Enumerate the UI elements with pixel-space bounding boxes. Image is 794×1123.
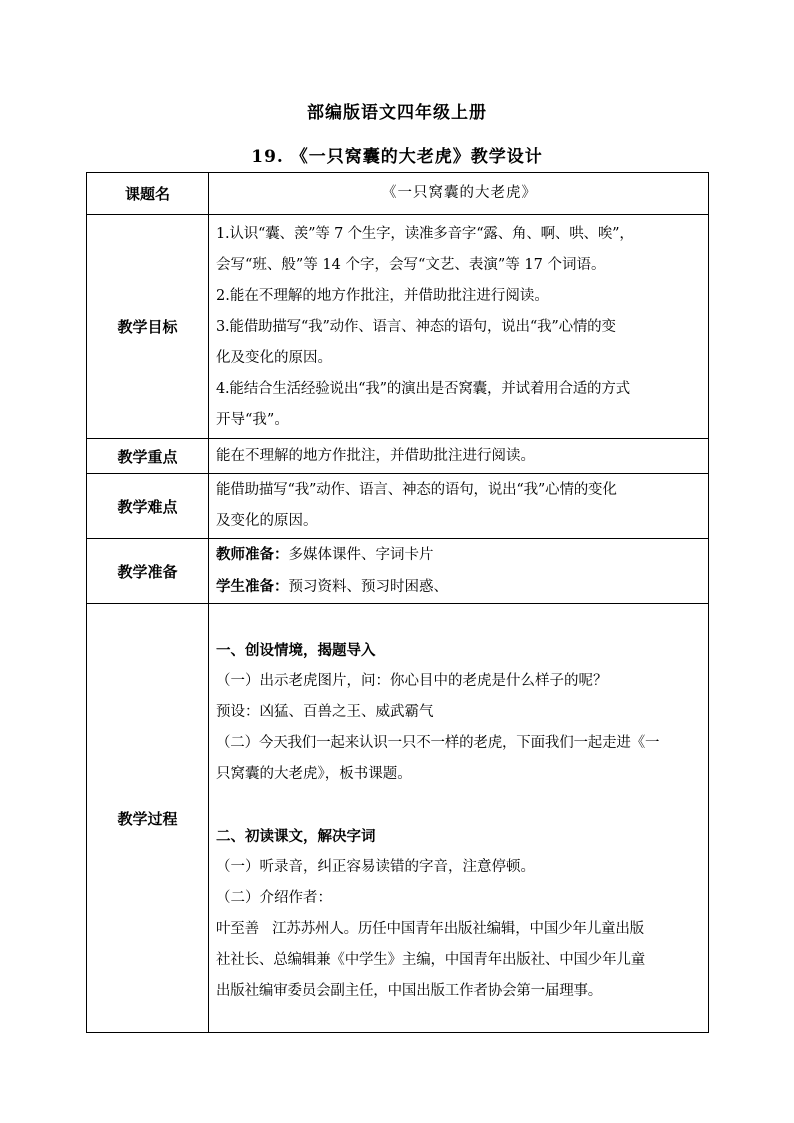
- process-line: 叶至善 江苏苏州人。历任中国青年出版社编辑，中国少年儿童出版: [216, 921, 644, 937]
- objective-line: 2.能在不理解的地方作批注，并借助批注进行阅读。: [216, 288, 549, 304]
- topic-value: 《一只窝囊的大老虎》: [209, 173, 709, 215]
- section-heading: 二、初读课文，解决字词: [216, 828, 376, 845]
- row-difficulties: [87, 474, 709, 539]
- label-difficulties: 教学难点: [87, 474, 209, 539]
- process-content: [209, 604, 709, 1033]
- objective-line: 4.能结合生活经验说出“我”的演出是否窝囊，并试着用合适的方式: [216, 381, 630, 397]
- student-prep-label: 学生准备：: [216, 578, 289, 595]
- document-title: 部编版语文四年级上册: [307, 103, 487, 123]
- teacher-prep-label: 教师准备：: [216, 546, 289, 563]
- process-line: 出版社编审委员会副主任，中国出版工作者协会第一届理事。: [216, 983, 603, 999]
- label-topic: 课题名: [87, 173, 209, 215]
- objective-line: 会写“班、般”等 14 个字，会写“文艺、表演”等 17 个词语。: [216, 257, 606, 273]
- teacher-prep-text: 多媒体课件、字词卡片: [288, 547, 434, 563]
- label-key-points: 教学重点: [87, 439, 209, 474]
- row-topic: [87, 173, 709, 215]
- process-line: 社社长、总编辑兼《中学生》主编，中国青年出版社、中国少年儿童: [216, 952, 645, 968]
- row-key-points: [87, 439, 709, 474]
- objective-line: 化及变化的原因。: [216, 350, 332, 366]
- objective-line: 1.认识“囊、羡”等 7 个生字，读准多音字“露、角、啊、哄、唉”，: [216, 226, 634, 242]
- objective-line: 开导“我”。: [216, 412, 289, 428]
- blank-line: [216, 790, 703, 821]
- key-points-content: 能在不理解的地方作批注，并借助批注进行阅读。: [209, 439, 709, 474]
- section-heading: 一、创设情境，揭题导入: [216, 642, 376, 659]
- difficulty-line: 及变化的原因。: [216, 513, 318, 529]
- lesson-title: 19. 《一只窝囊的大老虎》教学设计: [251, 147, 543, 167]
- process-line: （一）出示老虎图片，问：你心目中的老虎是什么样子的呢？: [216, 673, 608, 689]
- objective-line: 3.能借助描写“我”动作、语言、神态的语句，说出“我”心情的变: [216, 319, 616, 335]
- label-process: 教学过程: [87, 604, 209, 1033]
- difficulties-content: [209, 474, 709, 539]
- label-objectives: 教学目标: [87, 215, 209, 439]
- difficulty-line: 能借助描写“我”动作、语言、神态的语句，说出“我”心情的变化: [216, 482, 617, 498]
- label-preparation: 教学准备: [87, 539, 209, 604]
- student-prep-line: [216, 571, 703, 603]
- process-line: （二）今天我们一起来认识一只不一样的老虎，下面我们一起走进《一: [216, 735, 660, 751]
- row-objectives: [87, 215, 709, 439]
- lesson-plan-table: [86, 172, 709, 1033]
- process-line: （二）介绍作者：: [216, 890, 332, 906]
- teacher-prep-line: [216, 539, 703, 571]
- preparation-content: [209, 539, 709, 604]
- objectives-content: [209, 215, 709, 439]
- process-line: 只窝囊的大老虎》，板书课题。: [216, 766, 412, 782]
- row-process: [87, 604, 709, 1033]
- row-preparation: [87, 539, 709, 604]
- process-line: 预设：凶猛、百兽之王、威武霸气: [216, 704, 434, 720]
- student-prep-text: 预习资料、预习时困惑、: [288, 579, 448, 595]
- process-line: （一）听录音，纠正容易读错的字音，注意停顿。: [216, 859, 535, 875]
